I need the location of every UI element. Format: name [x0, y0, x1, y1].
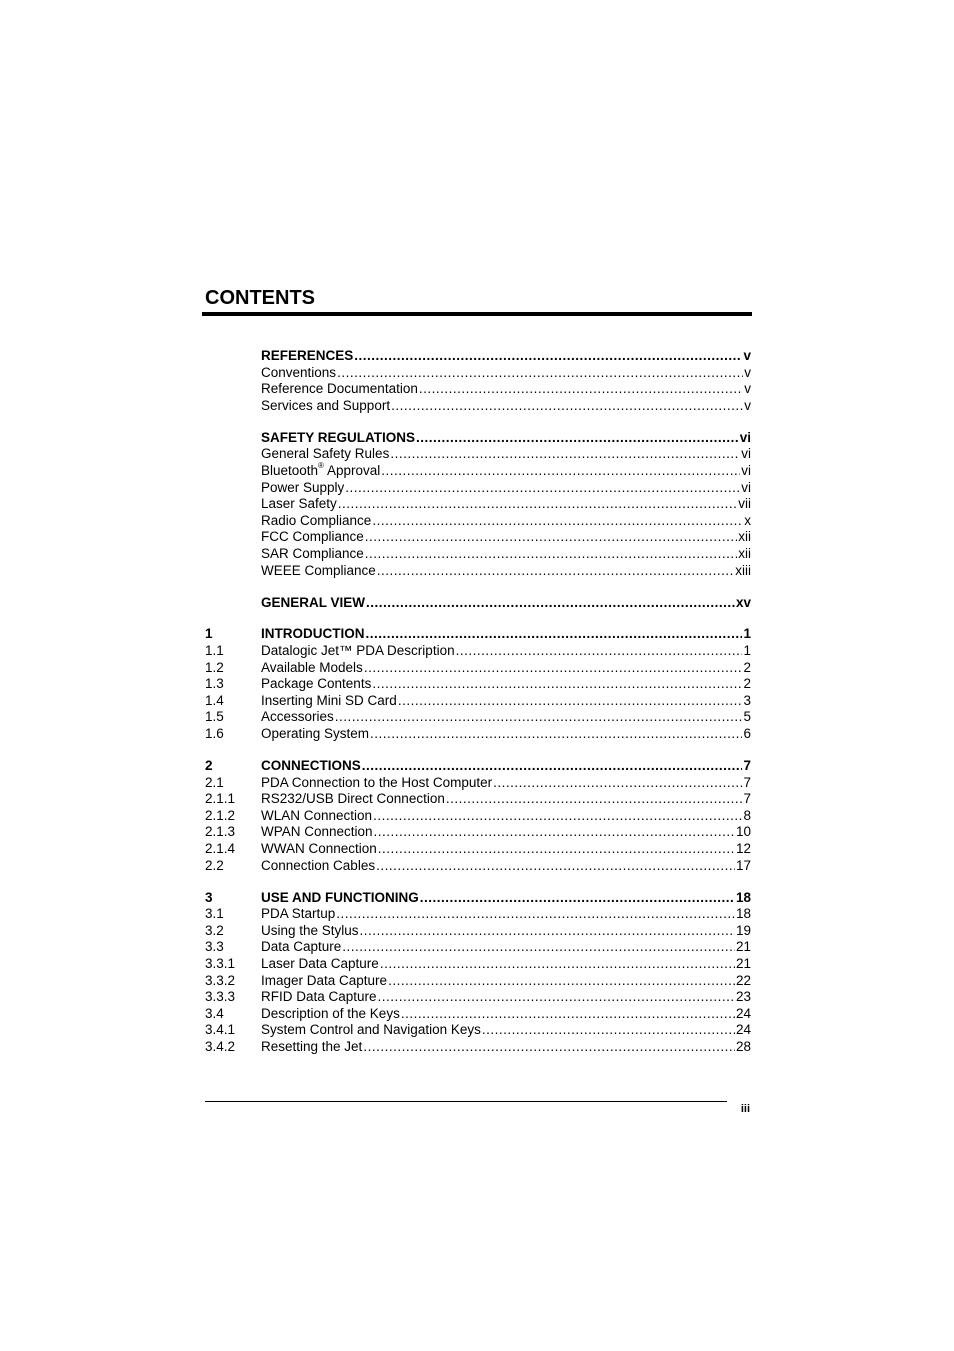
- toc-entry[interactable]: [205, 858, 751, 875]
- toc-entry-page: vii: [738, 496, 751, 512]
- toc-entry[interactable]: [205, 480, 751, 497]
- toc-section-gap: [205, 414, 751, 429]
- toc-dot-leader: [420, 890, 735, 907]
- toc-entry-title: [261, 824, 373, 841]
- toc-entry[interactable]: [205, 973, 751, 990]
- toc-entry-title: [261, 563, 376, 580]
- toc-entry-number: 1.4: [205, 692, 224, 708]
- toc-entry-title: [261, 643, 455, 660]
- toc-dot-leader: [378, 841, 735, 858]
- toc-dot-leader: [376, 858, 735, 875]
- toc-entry-title: [261, 709, 334, 726]
- toc-entry-title: [261, 693, 397, 710]
- toc-entry[interactable]: [205, 923, 751, 940]
- toc-dot-leader: [337, 365, 743, 382]
- toc-entry-page: vi: [741, 479, 751, 495]
- toc-entry-title: [261, 808, 372, 825]
- toc-entry-page: 17: [735, 857, 751, 873]
- toc-dot-leader: [338, 496, 737, 513]
- toc-entry-title-text: INTRODUCTION: [261, 626, 365, 642]
- toc-dot-leader: [391, 398, 743, 415]
- toc-entry[interactable]: [205, 381, 751, 398]
- toc-entry-title-text: WLAN Connection: [261, 807, 373, 823]
- toc-entry-title-text: Resetting the Jet: [261, 1038, 363, 1054]
- toc-entry-title-text: Laser Safety: [261, 496, 337, 512]
- toc-entry-number: 1.2: [205, 659, 224, 675]
- toc-entry-page: vi: [739, 429, 751, 445]
- toc-entry[interactable]: [205, 775, 751, 792]
- toc-dot-leader: [416, 430, 739, 447]
- toc-entry-page: 7: [743, 758, 751, 774]
- toc-entry-title-text: Package Contents: [261, 676, 372, 692]
- toc-dot-leader: [378, 989, 735, 1006]
- toc-entry-title-text: USE AND FUNCTIONING: [261, 889, 419, 905]
- toc-entry-number: 3: [205, 889, 213, 905]
- registered-mark: ®: [318, 461, 324, 471]
- toc-entry-title-text: Approval: [323, 462, 381, 478]
- toc-entry-title-text: Imager Data Capture: [261, 972, 388, 988]
- toc-entry-title: [261, 1022, 481, 1039]
- toc-entry[interactable]: [205, 1039, 751, 1056]
- toc-entry-title: [261, 906, 335, 923]
- toc-dot-leader: [336, 906, 735, 923]
- toc-entry[interactable]: [205, 513, 751, 530]
- toc-section-gap: [205, 611, 751, 626]
- toc-entry-title-text: WEEE Compliance: [261, 562, 376, 578]
- toc-entry-number: 2: [205, 758, 213, 774]
- toc-dot-leader: [398, 693, 743, 710]
- toc-entry-title-text: SAR Compliance: [261, 545, 364, 561]
- toc-dot-leader: [377, 563, 734, 580]
- toc-entry-page: 21: [735, 955, 751, 971]
- toc-entry[interactable]: [205, 446, 751, 463]
- toc-entry-title-text: Reference Documentation: [261, 381, 418, 397]
- toc-entry-page: xii: [738, 529, 751, 545]
- toc-entry-page: xiii: [735, 562, 751, 578]
- toc-entry-page: 19: [735, 922, 751, 938]
- toc-entry[interactable]: [205, 693, 751, 710]
- toc-entry[interactable]: [205, 791, 751, 808]
- toc-entry-title-text: RS232/USB Direct Connection: [261, 791, 445, 807]
- toc-entry[interactable]: [205, 1022, 751, 1039]
- toc-entry-title-text: Description of the Keys: [261, 1005, 400, 1021]
- toc-entry-number: 3.4: [205, 1005, 224, 1021]
- toc-entry-page: 7: [743, 774, 751, 790]
- toc-entry[interactable]: [205, 841, 751, 858]
- toc-entry-title: [261, 365, 336, 382]
- toc-entry-title-text: FCC Compliance: [261, 529, 364, 545]
- toc-entry-page: 1: [743, 626, 751, 642]
- toc-entry-page: 24: [735, 1022, 751, 1038]
- title-underline: [202, 312, 752, 316]
- toc-dot-leader: [370, 726, 742, 743]
- toc-chapter-entry[interactable]: [205, 758, 751, 775]
- toc-entry-page: 6: [743, 726, 751, 742]
- toc-entry-page: v: [744, 381, 751, 397]
- toc-entry-title-text: General Safety Rules: [261, 446, 390, 462]
- toc-entry-title: [261, 381, 418, 398]
- toc-dot-leader: [366, 595, 735, 612]
- toc-entry-title-text: PDA Connection to the Host Computer: [261, 774, 493, 790]
- toc-entry-number: 2.1.2: [205, 807, 236, 823]
- toc-entry-page: xv: [735, 594, 751, 610]
- toc-chapter-entry[interactable]: [205, 626, 751, 643]
- toc-entry-number: 3.3.2: [205, 972, 236, 988]
- footer-page-number: iii: [740, 1103, 750, 1115]
- toc-entry-title-text: WPAN Connection: [261, 824, 373, 840]
- toc-dot-leader: [366, 626, 743, 643]
- toc-entry[interactable]: [205, 956, 751, 973]
- toc-entry-page: 28: [735, 1038, 751, 1054]
- toc-entry-title: [261, 529, 364, 546]
- toc-entry-title-text: Inserting Mini SD Card: [261, 692, 397, 708]
- toc-dot-leader: [342, 939, 735, 956]
- toc-entry-number: 1.1: [205, 643, 224, 659]
- toc-entry[interactable]: [205, 398, 751, 415]
- toc-entry-title-text: REFERENCES: [261, 348, 354, 363]
- toc-entry-title-text: RFID Data Capture: [261, 989, 377, 1005]
- toc-entry-title-text: Available Models: [261, 659, 363, 675]
- toc-entry-title: [261, 939, 341, 956]
- toc-chapter-entry[interactable]: [205, 595, 751, 612]
- toc-entry-title-text: Radio Compliance: [261, 512, 372, 528]
- toc-entry-title: [261, 791, 445, 808]
- toc-entry-title: [261, 923, 359, 940]
- footer-divider: [205, 1101, 727, 1102]
- toc-dot-leader: [364, 660, 743, 677]
- toc-section-gap: [205, 743, 751, 758]
- toc-entry-title: [261, 446, 389, 463]
- toc-entry-title: [261, 973, 387, 990]
- toc-section-gap: [205, 579, 751, 594]
- toc-entry-number: 3.4.2: [205, 1038, 236, 1054]
- toc-entry-title: [261, 726, 369, 743]
- toc-entry-title-text: GENERAL VIEW: [261, 594, 366, 610]
- toc-entry-number: 3.3.3: [205, 989, 236, 1005]
- toc-entry-title: [261, 890, 419, 907]
- toc-entry-title-text: Data Capture: [261, 939, 342, 955]
- page-title: CONTENTS: [205, 287, 315, 309]
- toc-dot-leader: [446, 791, 743, 808]
- toc-entry-number: 1.6: [205, 726, 224, 742]
- toc-entry[interactable]: [205, 824, 751, 841]
- toc-entry-number: 1.5: [205, 709, 224, 725]
- toc-entry-title-text: PDA Startup: [261, 906, 336, 922]
- toc-dot-leader: [388, 973, 735, 990]
- toc-entry-title: [261, 546, 364, 563]
- toc-entry-page: v: [744, 397, 751, 413]
- toc-entry-title: [261, 758, 361, 775]
- toc-dot-leader: [493, 775, 742, 792]
- toc-dot-leader: [345, 480, 740, 497]
- toc-entry[interactable]: [205, 726, 751, 743]
- toc-entry-number: 1.3: [205, 676, 224, 692]
- toc-entry-title-text: CONNECTIONS: [261, 758, 361, 774]
- toc-dot-leader: [482, 1022, 735, 1039]
- toc-entry-title: [261, 775, 492, 792]
- toc-entry-page: 3: [743, 692, 751, 708]
- toc-entry-title-text: Connection Cables: [261, 857, 376, 873]
- toc-entry[interactable]: [205, 989, 751, 1006]
- toc-entry-title: [261, 430, 415, 447]
- toc-entry-number: 2.1.1: [205, 791, 236, 807]
- toc-entry-page: v: [744, 364, 751, 380]
- toc-entry-title: [261, 348, 353, 365]
- toc-entry-title: [261, 626, 365, 643]
- toc-entry-title: [261, 676, 371, 693]
- toc-dot-leader: [374, 824, 735, 841]
- toc-dot-leader: [380, 956, 735, 973]
- toc-entry-title-text: Operating System: [261, 726, 370, 742]
- toc-entry-page: 24: [735, 1005, 751, 1021]
- toc-entry-page: x: [744, 512, 751, 528]
- toc-dot-leader: [360, 923, 735, 940]
- toc-entry-page: 7: [743, 791, 751, 807]
- toc-entry-page: 1: [743, 643, 751, 659]
- toc-entry-number: 2.2: [205, 857, 224, 873]
- toc-entry-page: 2: [743, 659, 751, 675]
- toc-entry-number: 2.1.3: [205, 824, 236, 840]
- toc-entry-page: 23: [735, 989, 751, 1005]
- toc-entry-title: [261, 496, 337, 513]
- toc-entry-page: 18: [735, 906, 751, 922]
- toc-entry-title: [261, 480, 344, 497]
- toc-entry-number: 3.4.1: [205, 1022, 236, 1038]
- toc-dot-leader: [363, 1039, 735, 1056]
- toc-entry-title: [261, 956, 379, 973]
- toc-entry-title-text: Power Supply: [261, 479, 345, 495]
- toc-dot-leader: [372, 676, 742, 693]
- toc-entry-page: xii: [738, 545, 751, 561]
- toc-chapter-entry[interactable]: [205, 890, 751, 907]
- toc-entry-title-text: Conventions: [261, 364, 337, 380]
- toc-entry-page: vi: [741, 462, 751, 478]
- toc-entry-number: 3.2: [205, 922, 224, 938]
- toc-entry-title-text: WWAN Connection: [261, 841, 377, 856]
- toc-entry-title: [261, 858, 375, 875]
- toc-entry-title-text: Laser Data Capture: [261, 955, 379, 971]
- toc-entry[interactable]: [205, 1006, 751, 1023]
- toc-entry-title: [261, 595, 365, 612]
- toc-dot-leader: [362, 758, 743, 775]
- toc-entry[interactable]: [205, 660, 751, 677]
- toc-entry-number: 3.3.1: [205, 955, 236, 971]
- toc-entry[interactable]: [205, 529, 751, 546]
- toc-entry-number: 3.3: [205, 939, 224, 955]
- toc-dot-leader: [381, 463, 740, 480]
- toc-entry-page: 12: [735, 841, 751, 856]
- toc-dot-leader: [365, 529, 737, 546]
- toc-entry-page: 2: [743, 676, 751, 692]
- toc-entry-number: 2.1: [205, 774, 224, 790]
- toc-entry-page: vi: [741, 446, 751, 462]
- toc-dot-leader: [390, 446, 740, 463]
- toc-entry-title-text: Using the Stylus: [261, 922, 359, 938]
- toc-entry[interactable]: [205, 643, 751, 660]
- toc-entry[interactable]: [205, 546, 751, 563]
- toc-entry-number: 2.1.4: [205, 841, 236, 856]
- toc-dot-leader: [372, 513, 743, 530]
- toc-entry-title: [261, 989, 377, 1006]
- toc-entry[interactable]: [205, 906, 751, 923]
- toc-entry-title-text: System Control and Navigation Keys: [261, 1022, 481, 1038]
- toc-dot-leader: [354, 348, 742, 365]
- toc-chapter-entry[interactable]: [205, 430, 751, 447]
- toc-entry-page: 10: [735, 824, 751, 840]
- toc-entry-title: [261, 841, 377, 858]
- toc-chapter-entry[interactable]: [205, 348, 751, 365]
- toc-entry-page: v: [743, 348, 751, 363]
- toc-entry-title: [261, 463, 380, 480]
- toc-dot-leader: [365, 546, 737, 563]
- toc-entry[interactable]: [205, 676, 751, 693]
- toc-dot-leader: [373, 808, 742, 825]
- toc-entry[interactable]: [205, 563, 751, 580]
- toc-entry-page: 8: [743, 807, 751, 823]
- toc-entry-title-text: SAFETY REGULATIONS: [261, 429, 416, 445]
- toc-entry-title: [261, 1039, 362, 1056]
- toc-entry-page: 5: [743, 709, 751, 725]
- toc-entry-title: [261, 660, 363, 677]
- toc-dot-leader: [401, 1006, 735, 1023]
- toc-dot-leader: [456, 643, 743, 660]
- toc-entry-title-text: Bluetooth: [261, 462, 319, 478]
- table-of-contents: [205, 348, 751, 1056]
- toc-entry[interactable]: [205, 808, 751, 825]
- toc-entry[interactable]: [205, 463, 751, 480]
- toc-entry-title-text: Accessories: [261, 709, 334, 725]
- toc-entry[interactable]: [205, 365, 751, 382]
- toc-entry[interactable]: [205, 939, 751, 956]
- toc-entry-title-text: Services and Support: [261, 397, 391, 413]
- toc-entry-page: 21: [735, 939, 751, 955]
- toc-entry-number: 3.1: [205, 906, 224, 922]
- toc-dot-leader: [335, 709, 743, 726]
- toc-entry-page: 18: [735, 889, 751, 905]
- toc-entry[interactable]: [205, 709, 751, 726]
- toc-entry[interactable]: [205, 496, 751, 513]
- toc-entry-page: 22: [735, 972, 751, 988]
- toc-entry-title-text: Datalogic Jet™ PDA Description: [261, 643, 455, 659]
- toc-entry-title: [261, 398, 390, 415]
- toc-entry-number: 1: [205, 626, 213, 642]
- toc-dot-leader: [419, 381, 743, 398]
- toc-entry-title: [261, 513, 371, 530]
- toc-section-gap: [205, 874, 751, 889]
- toc-entry-title: [261, 1006, 400, 1023]
